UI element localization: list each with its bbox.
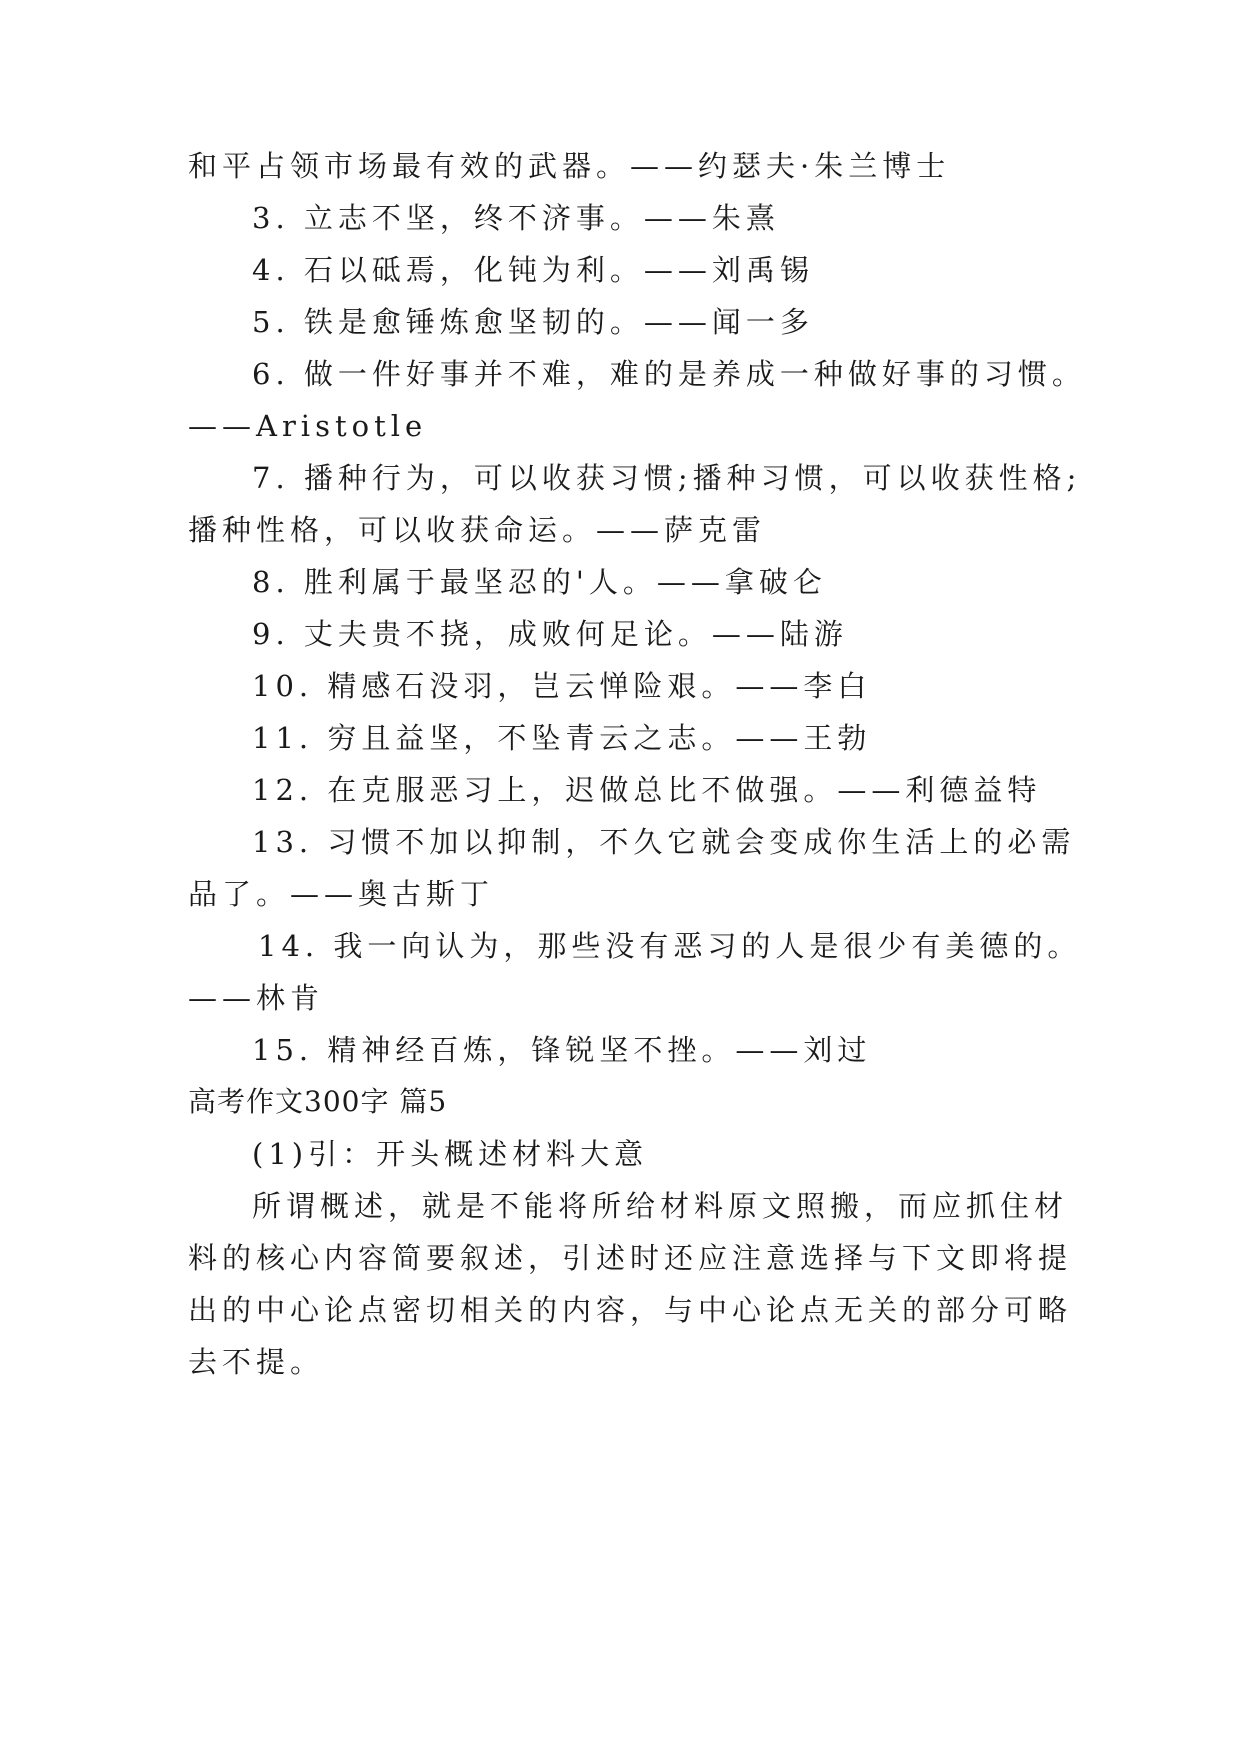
quote-item: 7. 播种行为，可以收获习惯;播种习惯，可以收获性格; [252, 461, 1082, 495]
subheading: (1)引：开头概述材料大意 [252, 1137, 649, 1171]
text-line: ——Aristotle [188, 409, 428, 443]
quote-item: 10. 精感石没羽，岂云惮险艰。——李白 [252, 669, 872, 703]
section-heading: 高考作文300字 篇5 [188, 1085, 448, 1118]
text-line: 播种性格，可以收获命运。——萨克雷 [188, 513, 767, 547]
quote-item: 4. 石以砥焉，化钝为利。——刘禹锡 [252, 253, 814, 287]
paragraph-line: 料的核心内容简要叙述，引述时还应注意选择与下文即将提 [188, 1241, 1073, 1275]
quote-item: 13. 习惯不加以抑制，不久它就会变成你生活上的必需 [252, 825, 1076, 859]
quote-item: 8. 胜利属于最坚忍的'人。——拿破仑 [252, 565, 827, 599]
text-line: 和平占领市场最有效的武器。——约瑟夫·朱兰博士 [188, 149, 951, 183]
quote-item: 3. 立志不坚，终不济事。——朱熹 [252, 201, 780, 235]
quote-item: 14. 我一向认为，那些没有恶习的人是很少有美德的。 [258, 929, 1082, 963]
text-line: 品了。——奥古斯丁 [188, 877, 495, 911]
paragraph-line: 出的中心论点密切相关的内容，与中心论点无关的部分可略 [188, 1293, 1073, 1327]
quote-item: 11. 穷且益坚，不坠青云之志。——王勃 [252, 721, 872, 755]
text-line: ——林肯 [188, 981, 325, 1015]
quote-item: 5. 铁是愈锤炼愈坚韧的。——闻一多 [252, 305, 814, 339]
quote-item: 15. 精神经百炼，锋锐坚不挫。——刘过 [252, 1033, 872, 1067]
quote-item: 9. 丈夫贵不挠，成败何足论。——陆游 [252, 617, 848, 651]
paragraph-line: 所谓概述，就是不能将所给材料原文照搬，而应抓住材 [252, 1189, 1069, 1223]
paragraph-line: 去不提。 [188, 1345, 325, 1379]
quote-item: 6. 做一件好事并不难，难的是养成一种做好事的习惯。 [252, 357, 1086, 391]
quote-item: 12. 在克服恶习上，迟做总比不做强。——利德益特 [252, 773, 1042, 807]
